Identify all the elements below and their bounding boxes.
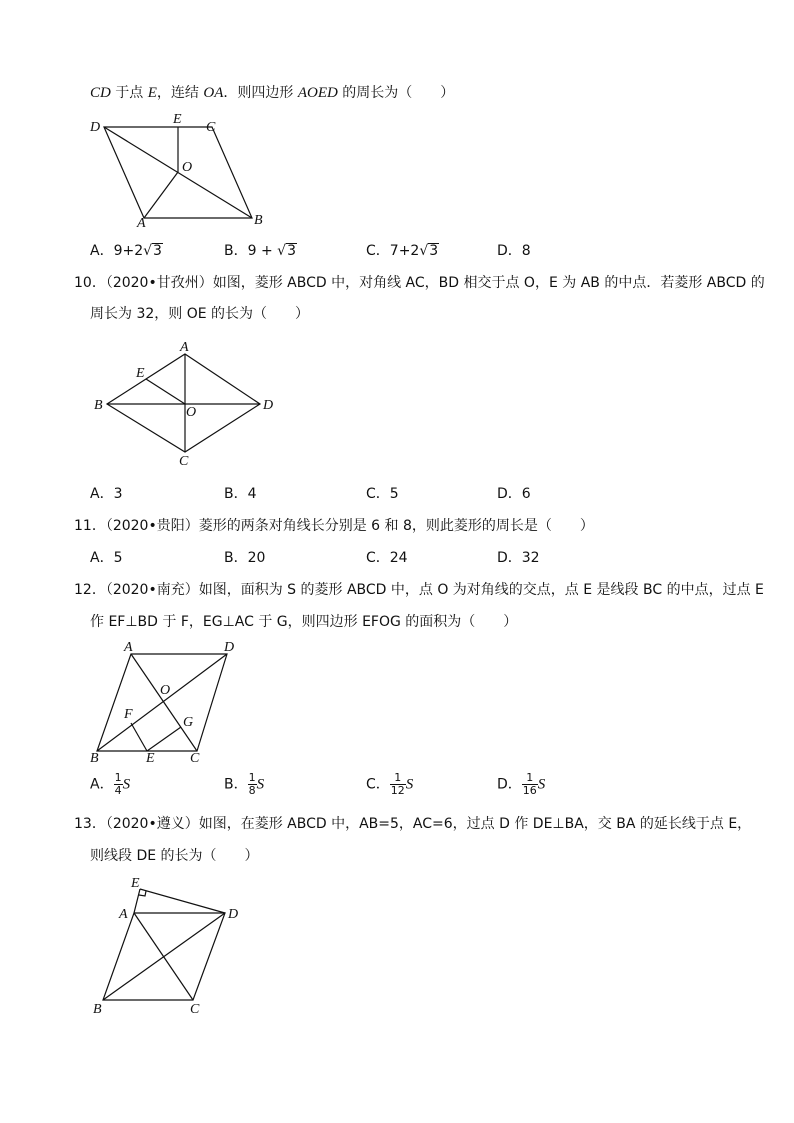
q9-label-o: O (182, 160, 193, 175)
q10-stem-line2: 周长为 32，则 OE 的长为（ ） (90, 306, 310, 322)
q9-option-b[interactable]: B．9 + √3 (224, 243, 296, 259)
q13-label-b: B (93, 1002, 102, 1017)
q9-label-a: A (137, 216, 146, 231)
q12-label-o: O (160, 683, 171, 698)
q13-label-a: A (119, 907, 128, 922)
q9-option-a[interactable]: A．9+2√3 (90, 243, 162, 259)
q12-segment-eg (147, 727, 181, 751)
q11-option-a[interactable]: A．5 (90, 550, 123, 566)
q12-label-b: B (90, 751, 99, 766)
q9-option-c[interactable]: C．7+2√3 (366, 243, 439, 259)
q13-stem-line1: 13．（2020•遵义）如图，在菱形 ABCD 中，AB=5，AC=6，过点 D 作 DE⊥BA，交 BA 的延长线于点 E， (74, 816, 752, 832)
q13-right-angle-mark (139, 891, 146, 896)
fraction: $\frac{1}{16}$ (522, 771, 537, 797)
q9-label-b: B (254, 213, 263, 228)
q12-segment-ef (131, 723, 147, 751)
q12-label-e: E (146, 751, 155, 766)
q10-figure (90, 338, 290, 468)
q13-extension-ae (134, 889, 140, 913)
q10-option-d[interactable]: D．6 (497, 486, 531, 502)
q10-label-c: C (179, 454, 189, 469)
q13-stem-line2: 则线段 DE 的长为（ ） (90, 848, 259, 864)
q10-option-a[interactable]: A．3 (90, 486, 123, 502)
q12-diagonal-ac (131, 654, 197, 751)
fraction: $\frac{1}{12}$ (390, 771, 405, 797)
q12-option-d[interactable]: D． $\frac{1}{16}$ S (497, 771, 546, 797)
q10-label-d: D (263, 398, 274, 413)
q9-option-d[interactable]: D．8 (497, 243, 531, 259)
q12-diagonal-bd (97, 654, 227, 751)
q11-option-c[interactable]: C．24 (366, 550, 408, 566)
q9-figure (80, 110, 280, 230)
q12-stem-line1: 12．（2020•南充）如图，面积为 S 的菱形 ABCD 中，点 O 为对角线的交点，点 E 是线段 BC 的中点，过点 E (74, 582, 764, 598)
q9-label-d: D (90, 120, 101, 135)
q12-stem-line2: 作 EF⊥BD 于 F，EG⊥AC 于 G，则四边形 EFOG 的面积为（ ） (90, 614, 518, 630)
q9-label-e: E (173, 112, 182, 127)
fraction: $\frac{1}{4}$ (114, 771, 122, 797)
q10-stem-line1: 10．（2020•甘孜州）如图，菱形 ABCD 中，对角线 AC，BD 相交于点 O，E 为 AB 的中点．若菱形 ABCD 的 (74, 275, 765, 291)
q12-label-f: F (124, 707, 133, 722)
q10-label-e: E (136, 366, 145, 381)
sqrt-sign-icon: √ (419, 243, 429, 259)
q9-stem: CD 于点 E，连结 OA．则四边形 AOED 的周长为（ ） (90, 85, 455, 101)
q12-option-b[interactable]: B． $\frac{1}{8}$ S (224, 771, 265, 797)
q10-label-o: O (186, 405, 197, 420)
q13-segment-de (140, 889, 225, 913)
q13-figure (82, 872, 252, 1020)
q12-label-c: C (190, 751, 200, 766)
q11-option-b[interactable]: B．20 (224, 550, 266, 566)
sqrt-sign-icon: √ (277, 243, 287, 259)
q12-option-c[interactable]: C． $\frac{1}{12}$ S (366, 771, 414, 797)
q10-label-b: B (94, 398, 103, 413)
q12-label-d: D (224, 640, 235, 655)
q12-figure (82, 638, 252, 766)
q10-segment-oe (146, 379, 185, 404)
q11-stem: 11．（2020•贵阳）菱形的两条对角线长分别是 6 和 8，则此菱形的周长是（ ） (74, 518, 594, 534)
q10-option-c[interactable]: C．5 (366, 486, 399, 502)
q12-option-a[interactable]: A． $\frac{1}{4}$ S (90, 771, 131, 797)
q11-option-d[interactable]: D．32 (497, 550, 540, 566)
q12-label-g: G (183, 715, 194, 730)
q12-label-a: A (124, 640, 133, 655)
q13-diagonal-bd (103, 913, 225, 1000)
q10-label-a: A (180, 340, 189, 355)
q9-label-c: C (206, 120, 216, 135)
q13-label-c: C (190, 1002, 200, 1017)
q13-label-d: D (228, 907, 239, 922)
q13-label-e: E (131, 876, 140, 891)
fraction: $\frac{1}{8}$ (248, 771, 256, 797)
q9-segment-oa (144, 172, 178, 218)
sqrt-sign-icon: √ (143, 243, 153, 259)
q10-option-b[interactable]: B．4 (224, 486, 257, 502)
